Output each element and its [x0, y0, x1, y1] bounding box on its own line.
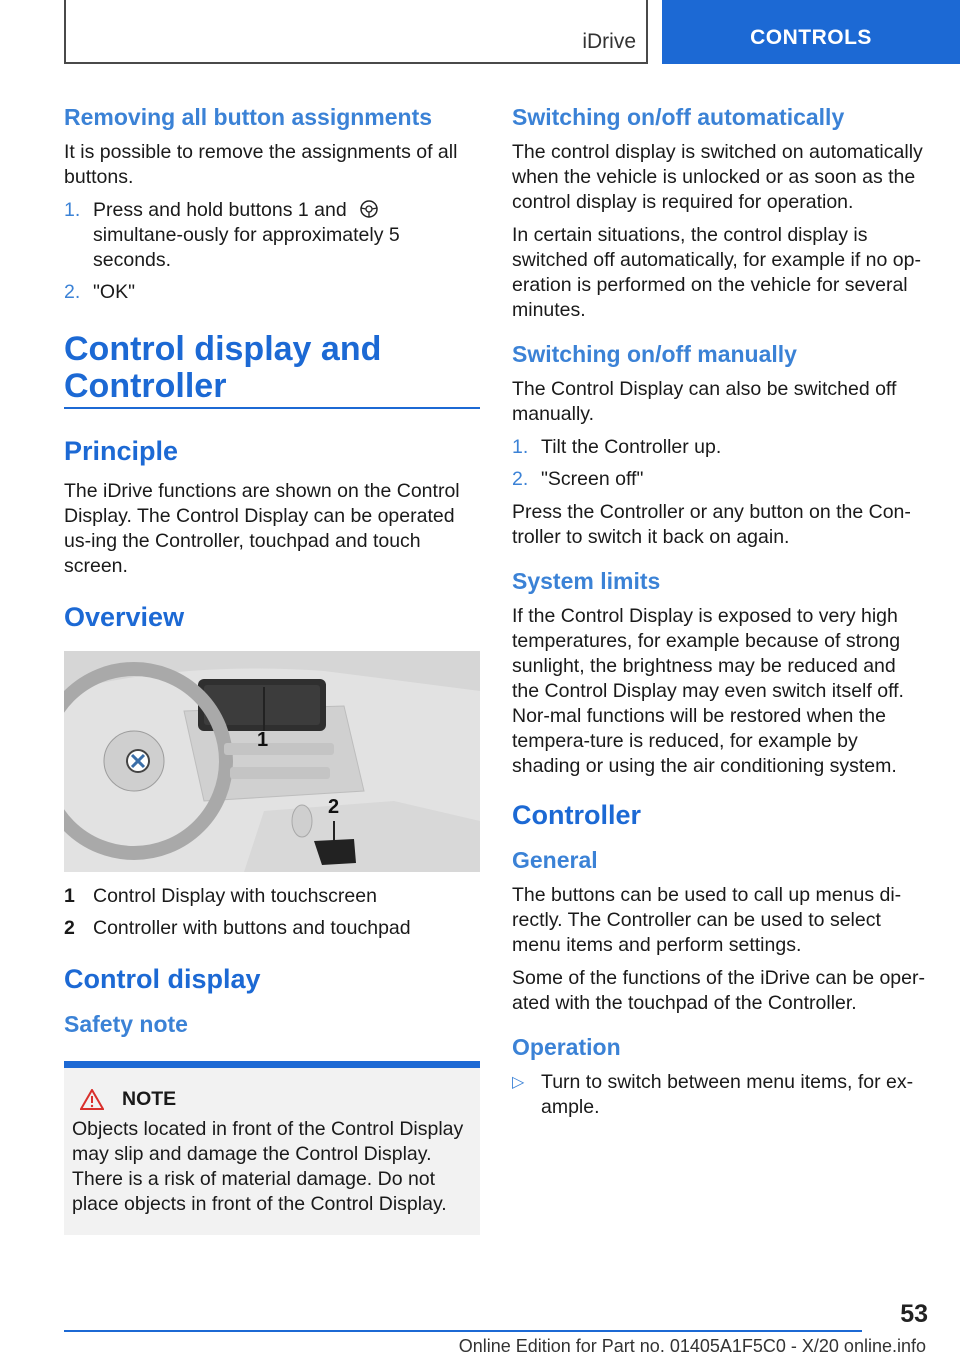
- chapter-title: Control display and Controller: [64, 331, 480, 409]
- list-item: [512, 467, 926, 492]
- step-number: 1.: [64, 199, 81, 221]
- step-number: 2.: [512, 468, 529, 490]
- list-item: [64, 198, 480, 273]
- operation-text: Turn to switch between menu items, for ex-ample.: [541, 1071, 914, 1118]
- note-box: [64, 1061, 480, 1235]
- legend-text: Control Display with touchscreen: [93, 885, 377, 907]
- principle-text: The iDrive functions are shown on the Control Display. The Control Display can be operated us-ing the Controller, touchpad and touch screen.: [64, 480, 460, 577]
- note-label: NOTE: [122, 1088, 177, 1110]
- removing-steps: [64, 198, 480, 305]
- warning-triangle-icon: [80, 1089, 104, 1110]
- step-number: 2.: [64, 281, 81, 303]
- header-chapter-tab[interactable]: CONTROLS: [662, 0, 960, 64]
- callout-1: 1: [257, 729, 269, 751]
- manual-heading: Switching on/off manually: [512, 341, 797, 367]
- dashboard-illustration: [64, 651, 480, 872]
- note-text: Objects located in front of the Control Display may slip and damage the Control Display. There is a risk of material damage. Do not place objects in front of the Control Display.: [72, 1118, 464, 1215]
- manual-steps: [512, 435, 926, 492]
- watermark-text: Online Edition for Part no. 01405A1F5C0 - X/20 online.info: [458, 1336, 926, 1356]
- step-text: "OK": [93, 281, 136, 303]
- auto-text-2: In certain situations, the control display is switched off automatically, for example if no op-eration is performed on the vehicle for several minutes.: [512, 224, 921, 321]
- list-item: [64, 280, 480, 305]
- removing-text: It is possible to remove the assignments of all buttons.: [64, 141, 458, 188]
- general-text-2: Some of the functions of the iDrive can be oper-ated with the touchpad of the Controller.: [512, 967, 925, 1014]
- legend-row: [64, 884, 480, 909]
- limits-text: If the Control Display is exposed to very high temperatures, for example because of strong sunlight, the brightness may be reduced and the Control Display may even switch itself off. Nor-mal functions will be restored when the tempera-ture is reduced, for example by shading or using the air conditioning system.: [512, 605, 904, 777]
- overview-heading: Overview: [64, 602, 185, 632]
- legend-key: 2: [64, 917, 75, 939]
- header-section-title: iDrive: [582, 30, 636, 53]
- page-number: 53: [900, 1300, 928, 1328]
- step-text-before: Press and hold buttons 1 and: [93, 199, 347, 221]
- operation-heading: Operation: [512, 1034, 621, 1060]
- step-text: Tilt the Controller up.: [541, 436, 722, 458]
- principle-heading: Principle: [64, 436, 179, 466]
- header-frame: [64, 0, 648, 64]
- callout-2: 2: [328, 796, 340, 818]
- left-column: [64, 100, 480, 1235]
- safety-heading: Safety note: [64, 1011, 188, 1037]
- steering-wheel-button-icon: [358, 199, 380, 219]
- control-display-heading: Control display: [64, 964, 261, 994]
- step-text: "Screen off": [541, 468, 644, 490]
- general-text-1: The buttons can be used to call up menus di-rectly. The Controller can be used to select menu items and perform settings.: [512, 884, 902, 956]
- step-number: 1.: [512, 436, 529, 458]
- list-item: [512, 435, 926, 460]
- removing-heading: Removing all button assignments: [64, 104, 433, 130]
- triangle-bullet-icon: ▷: [512, 1074, 525, 1091]
- general-heading: General: [512, 847, 598, 873]
- manual-after-text: Press the Controller or any button on the Con-troller to switch it back on again.: [512, 501, 911, 548]
- legend-text: Controller with buttons and touchpad: [93, 917, 411, 939]
- auto-text-1: The control display is switched on automatically when the vehicle is unlocked or as soon as the control display is required for operation.: [512, 141, 923, 213]
- list-item: [512, 1070, 926, 1120]
- footer-rule: [64, 1330, 862, 1332]
- step-text-after: simultane-ously for approximately 5 seconds.: [93, 224, 400, 271]
- dashboard-drawing: [64, 651, 480, 872]
- legend-key: 1: [64, 885, 75, 907]
- manual-text: The Control Display can also be switched off manually.: [512, 378, 897, 425]
- figure-legend: [64, 884, 480, 941]
- operation-list: [512, 1070, 926, 1120]
- footer-edition: [0, 1336, 926, 1357]
- right-column: [512, 100, 926, 1120]
- controller-heading: Controller: [512, 800, 642, 830]
- legend-row: [64, 916, 480, 941]
- note-title: [72, 1088, 472, 1111]
- auto-heading: Switching on/off automatically: [512, 104, 845, 130]
- limits-heading: System limits: [512, 568, 661, 594]
